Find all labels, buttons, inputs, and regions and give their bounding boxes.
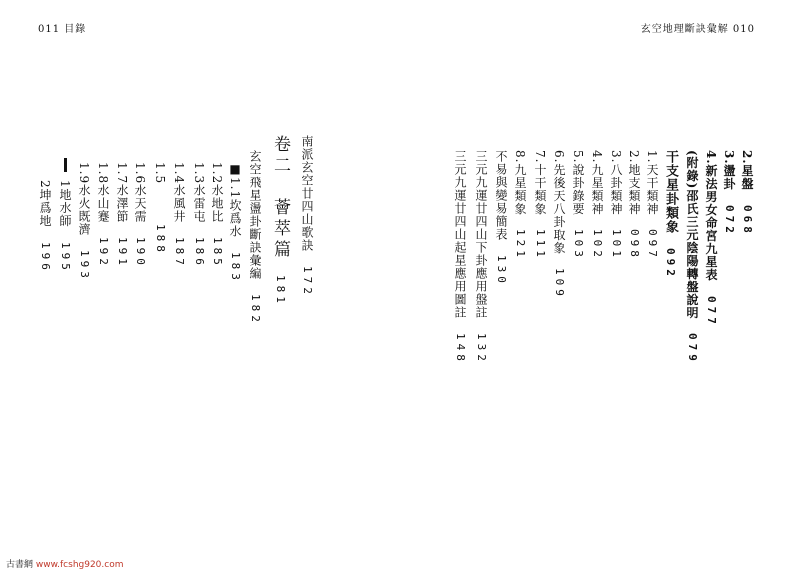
toc-entry: 1.6水天需190: [133, 162, 147, 269]
toc-entry: (附錄)邵氏三元陰陽轉盤說明079: [685, 150, 699, 366]
toc-entry: 2坤爲地196: [38, 180, 52, 274]
right-page-header: 玄空地理斷訣彙解 010: [640, 24, 755, 35]
toc-entry: ■1.1坎爲水183: [228, 162, 242, 284]
toc-entry: 8.九星類象121: [513, 150, 527, 262]
toc-entry: 2.地支類神098: [627, 150, 641, 262]
toc-entry: 1.4水風井187: [172, 162, 186, 269]
toc-entry: 1.8水山蹇192: [96, 162, 110, 269]
toc-entry: 7.十干類象111: [533, 150, 547, 262]
toc-entry: 玄空飛星盪卦斷訣彙編182: [248, 150, 262, 326]
toc-entry: 1.7水澤節191: [115, 162, 129, 269]
toc-entry: 4.新法男女命宮九星表077: [704, 150, 718, 328]
toc-entry: 三元九運廿四山下卦應用盤註132: [474, 150, 488, 365]
toc-entry: 1地水師195: [58, 180, 72, 274]
toc-entry: 4.九星類神102: [590, 150, 604, 262]
toc-entry: 6.先後天八卦取象109: [552, 150, 566, 301]
toc-entry: 1.天干類神097: [645, 150, 659, 262]
footer-watermark: [6, 557, 124, 570]
toc-entry: 三元九運廿四山起星應用圖註148: [453, 150, 467, 365]
toc-entry: 1.3水雷屯186: [192, 162, 206, 269]
site-url: www.fcshg920.com: [35, 560, 124, 570]
toc-section-heading: 干支星卦類象092: [663, 150, 678, 280]
toc-entry: 3.八卦類神101: [609, 150, 623, 262]
volume-heading: 卷二 薈萃篇181: [270, 135, 290, 307]
toc-entry: 5.說卦錄要103: [571, 150, 585, 262]
left-page-header: 011 目錄: [38, 24, 87, 35]
toc-entry: 1.9水火既濟193: [77, 162, 91, 282]
toc-entry: 2.星盤068: [740, 150, 754, 237]
toc-entry: 不易與變易簡表130: [494, 150, 508, 287]
toc-entry: 南派玄空廿四山歌訣172: [300, 135, 314, 298]
toc-entry: 1.2水地比185: [210, 162, 224, 269]
toc-entry: 3.盪卦072: [722, 150, 736, 237]
section-marker: [64, 158, 67, 172]
site-label: 古書網: [6, 560, 34, 570]
toc-entry: 1.5188: [153, 162, 167, 256]
